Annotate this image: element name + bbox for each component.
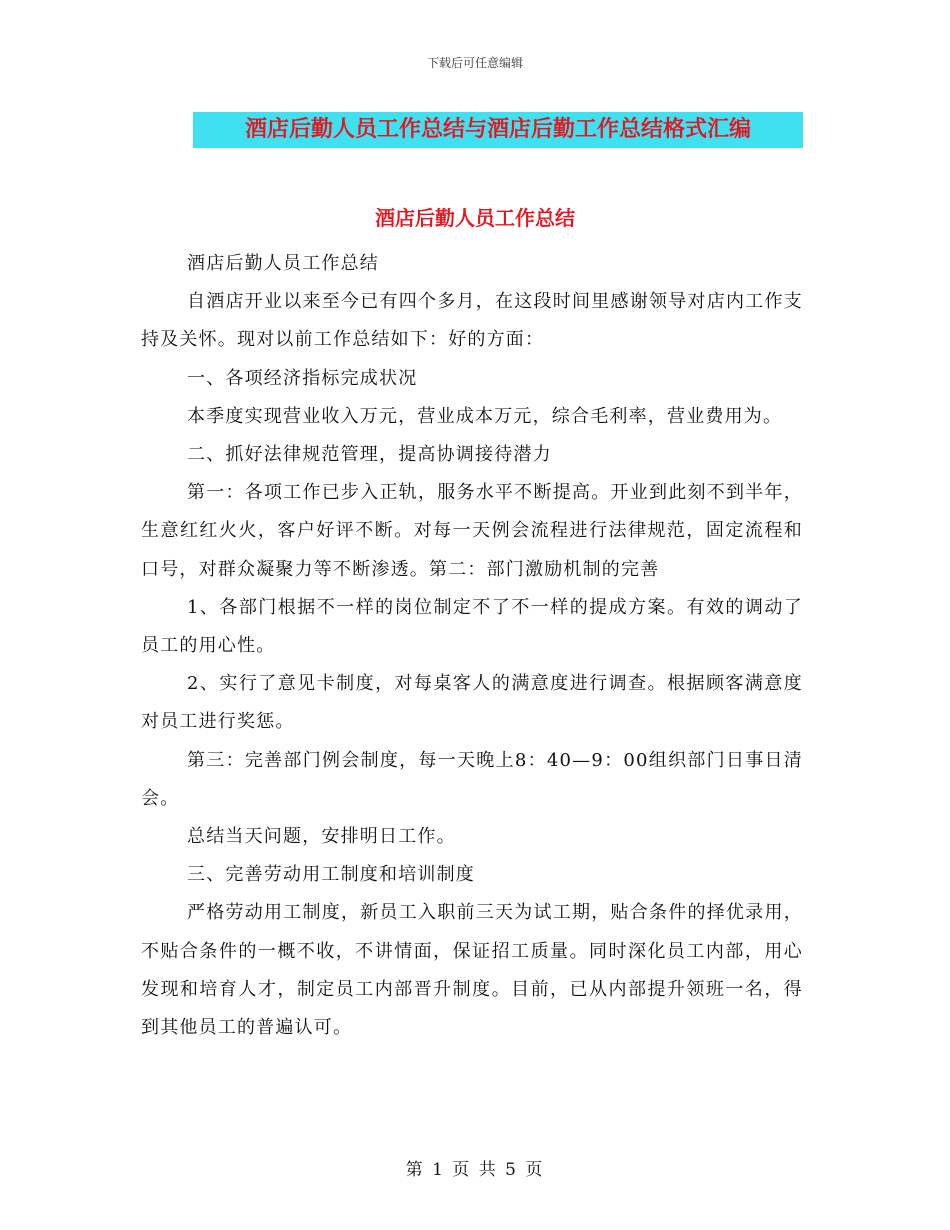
paragraph: 二、抓好法律规范管理，提高协调接待潜力 [187, 444, 552, 466]
paragraph: 一、各项经济指标完成状况 [187, 367, 418, 389]
page-footer: 第 1 页 共 5 页 [405, 1160, 545, 1180]
document-body [141, 245, 803, 1047]
section-title: 酒店后勤人员工作总结 [375, 206, 575, 230]
paragraph: 第三：完善部门例会制度，每一天晚上8：40—9：00组织部门日事日清会。 [141, 749, 803, 809]
paragraph: 酒店后勤人员工作总结 [187, 253, 379, 274]
main-title: 酒店后勤人员工作总结与酒店后勤工作总结格式汇编 [193, 112, 803, 148]
paragraph: 严格劳动用工制度，新员工入职前三天为试工期，贴合条件的择优录用，不贴合条件的一概不收，不讲情面，保证招工质量。同时深化员工内部，用心发现和培育人才，制定员工内部晋升制度。目前，已从内部提升领班一名，得到其他员工的普遍认可。 [141, 902, 803, 1039]
paragraph: 2、实行了意见卡制度，对每桌客人的满意度进行调查。根据顾客满意度对员工进行奖惩。 [141, 673, 803, 733]
paragraph: 总结当天问题，安排明日工作。 [187, 826, 456, 848]
paragraph: 1、各部门根据不一样的岗位制定不了不一样的提成方案。有效的调动了员工的用心性。 [141, 596, 803, 657]
header-note: 下载后可任意编辑 [426, 56, 523, 70]
paragraph: 自酒店开业以来至今已有四个多月，在这段时间里感谢领导对店内工作支持及关怀。现对以前工作总结如下：好的方面： [141, 291, 803, 351]
paragraph: 第一：各项工作已步入正轨，服务水平不断提高。开业到此刻不到半年，生意红红火火，客户好评不断。对每一天例会流程进行法律规范，固定流程和口号，对群众凝聚力等不断渗透。第二：部门激励机制的完善 [141, 482, 803, 580]
paragraph: 本季度实现营业收入万元，营业成本万元，综合毛利率，营业费用为。 [187, 405, 783, 427]
paragraph: 三、完善劳动用工制度和培训制度 [187, 864, 475, 886]
